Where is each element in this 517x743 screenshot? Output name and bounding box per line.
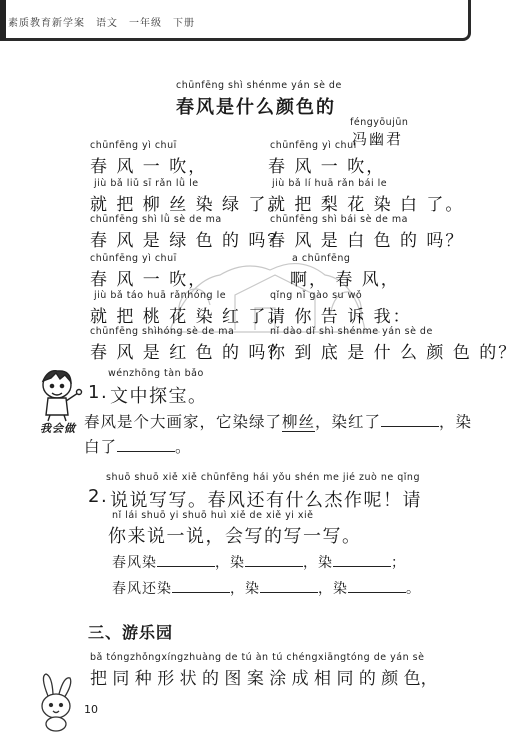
title-pinyin: chūnfēng shì shénme yán sè de [176, 80, 342, 91]
header-text: 素质教育新学案 语文 一年级 下册 [8, 18, 195, 29]
q2-text-1: 说说写写。春风还有什么杰作呢！请 [110, 490, 422, 511]
q2-pinyin-1: shuō shuō xiě xiě chūnfēng hái yǒu shén me jié zuò ne qǐng [106, 472, 420, 483]
poem-title: 春风是什么颜色的 [176, 97, 336, 118]
poem-right-pinyin-3: chūnfēng shì bái sè de ma [270, 214, 408, 225]
q1-blank-2[interactable] [117, 437, 175, 452]
poem-left-pinyin-4: chūnfēng yì chuī [90, 253, 177, 264]
q1-line1-a: 春风是个大画家，它染绿了 [84, 413, 283, 431]
poem-right-pinyin-4: a chūnfēng [292, 253, 351, 264]
poem-right-pinyin-1: chūnfēng yì chuī [270, 140, 357, 151]
q1-pinyin: wénzhōng tàn bǎo [108, 368, 204, 379]
poem-right-pinyin-5: qǐng nǐ gào su wǒ [270, 290, 363, 301]
poem-left-line-5: 就 把 桃 花 染 红 了。 [90, 307, 287, 327]
q1-line1-c: ，染 [439, 413, 473, 431]
poem-left-pinyin-3: chūnfēng shì lǜ sè de ma [90, 214, 222, 225]
q2-blank-5[interactable] [260, 578, 318, 593]
poem-left-line-4: 春 风 一 吹， [90, 270, 208, 290]
q2-text-2: 你来说一说，会写的写一写。 [108, 526, 362, 547]
poem-left-pinyin-6: chūnfēng shìhóng sè de ma [90, 326, 235, 337]
q2-row1-a: 春风染 [112, 555, 157, 571]
poem-left-line-3: 春 风 是 绿 色 的 吗？ [90, 231, 287, 251]
poem-right-line-6: 你 到 底 是 什 么 颜 色 的？ [268, 343, 517, 363]
q1-heading: 文中探宝。 [110, 386, 208, 407]
q2-row1-b: ，染 [215, 555, 245, 571]
poem-left-pinyin-2: jiù bǎ liǔ sī rǎn lǜ le [94, 178, 199, 189]
page-number: 10 [84, 703, 98, 716]
q1-number: 1. [88, 382, 109, 403]
q2-blank-3[interactable] [333, 552, 391, 567]
q2-blank-2[interactable] [245, 552, 303, 567]
header-tab [0, 0, 6, 40]
q2-pinyin-2: nǐ lái shuō yi shuō huì xiě de xiě yi xiě [112, 510, 314, 521]
poem-left-pinyin-5: jiù bǎ táo huā rǎnhóng le [94, 290, 227, 301]
q1-example-answer: 柳丝 [282, 413, 316, 431]
q2-row1-c: ，染 [303, 555, 333, 571]
poem-right-pinyin-6: nǐ dào dǐ shì shénme yán sè de [270, 326, 433, 337]
q1-line2-b: 。 [175, 438, 192, 456]
q2-number: 2. [88, 486, 109, 507]
s3-pinyin: bǎ tóngzhǒngxíngzhuàng de tú àn tú chéngxiāngtóng de yán sè [90, 652, 425, 663]
poem-left-line-2: 就 把 柳 丝 染 绿 了。 [90, 195, 287, 215]
i-can-do-badge: 我会做 [40, 422, 76, 435]
s3-text: 把 同 种 形 状 的 图 案 涂 成 相 同 的 颜 色， [90, 669, 438, 689]
poem-right-line-4: 啊， 春 风， [290, 270, 400, 290]
poem-right-line-2: 就 把 梨 花 染 白 了。 [268, 195, 465, 215]
q2-row2-a: 春风还染 [112, 581, 172, 597]
poem-right-line-3: 春 风 是 白 色 的 吗？ [268, 231, 465, 251]
poem-right-line-1: 春 风 一 吹， [268, 157, 386, 177]
q2-row2-c: ，染 [318, 581, 348, 597]
q2-row-1 [112, 552, 406, 572]
poem-right-pinyin-2: jiù bǎ lí huā rǎn bái le [272, 178, 388, 189]
poem-left-line-1: 春 风 一 吹， [90, 157, 208, 177]
q2-row2-b: ，染 [230, 581, 260, 597]
poem-author: 冯幽君 [352, 130, 404, 148]
q2-row1-d: ； [391, 555, 406, 571]
q2-blank-6[interactable] [348, 578, 406, 593]
section-3-heading: 三、游乐园 [88, 623, 174, 642]
q2-row-2 [112, 578, 421, 598]
q1-line-1 [84, 410, 472, 432]
q1-line1-b: ，染红了 [315, 413, 382, 431]
q1-line2-a: 白了 [84, 438, 118, 456]
poem-right-line-5: 请 你 告 诉 我： [268, 307, 412, 327]
q2-blank-4[interactable] [172, 578, 230, 593]
cartoon-boy-icon [30, 365, 88, 423]
poem-left-pinyin-1: chūnfēng yì chuī [90, 140, 177, 151]
q2-blank-1[interactable] [157, 552, 215, 567]
poem-left-line-6: 春 风 是 红 色 的 吗？ [90, 343, 287, 363]
q1-blank-1[interactable] [381, 412, 439, 427]
q2-row2-d: 。 [406, 581, 421, 597]
author-pinyin: féngyōujūn [350, 117, 409, 128]
bunny-icon [26, 672, 86, 732]
q1-line-2 [84, 435, 192, 457]
